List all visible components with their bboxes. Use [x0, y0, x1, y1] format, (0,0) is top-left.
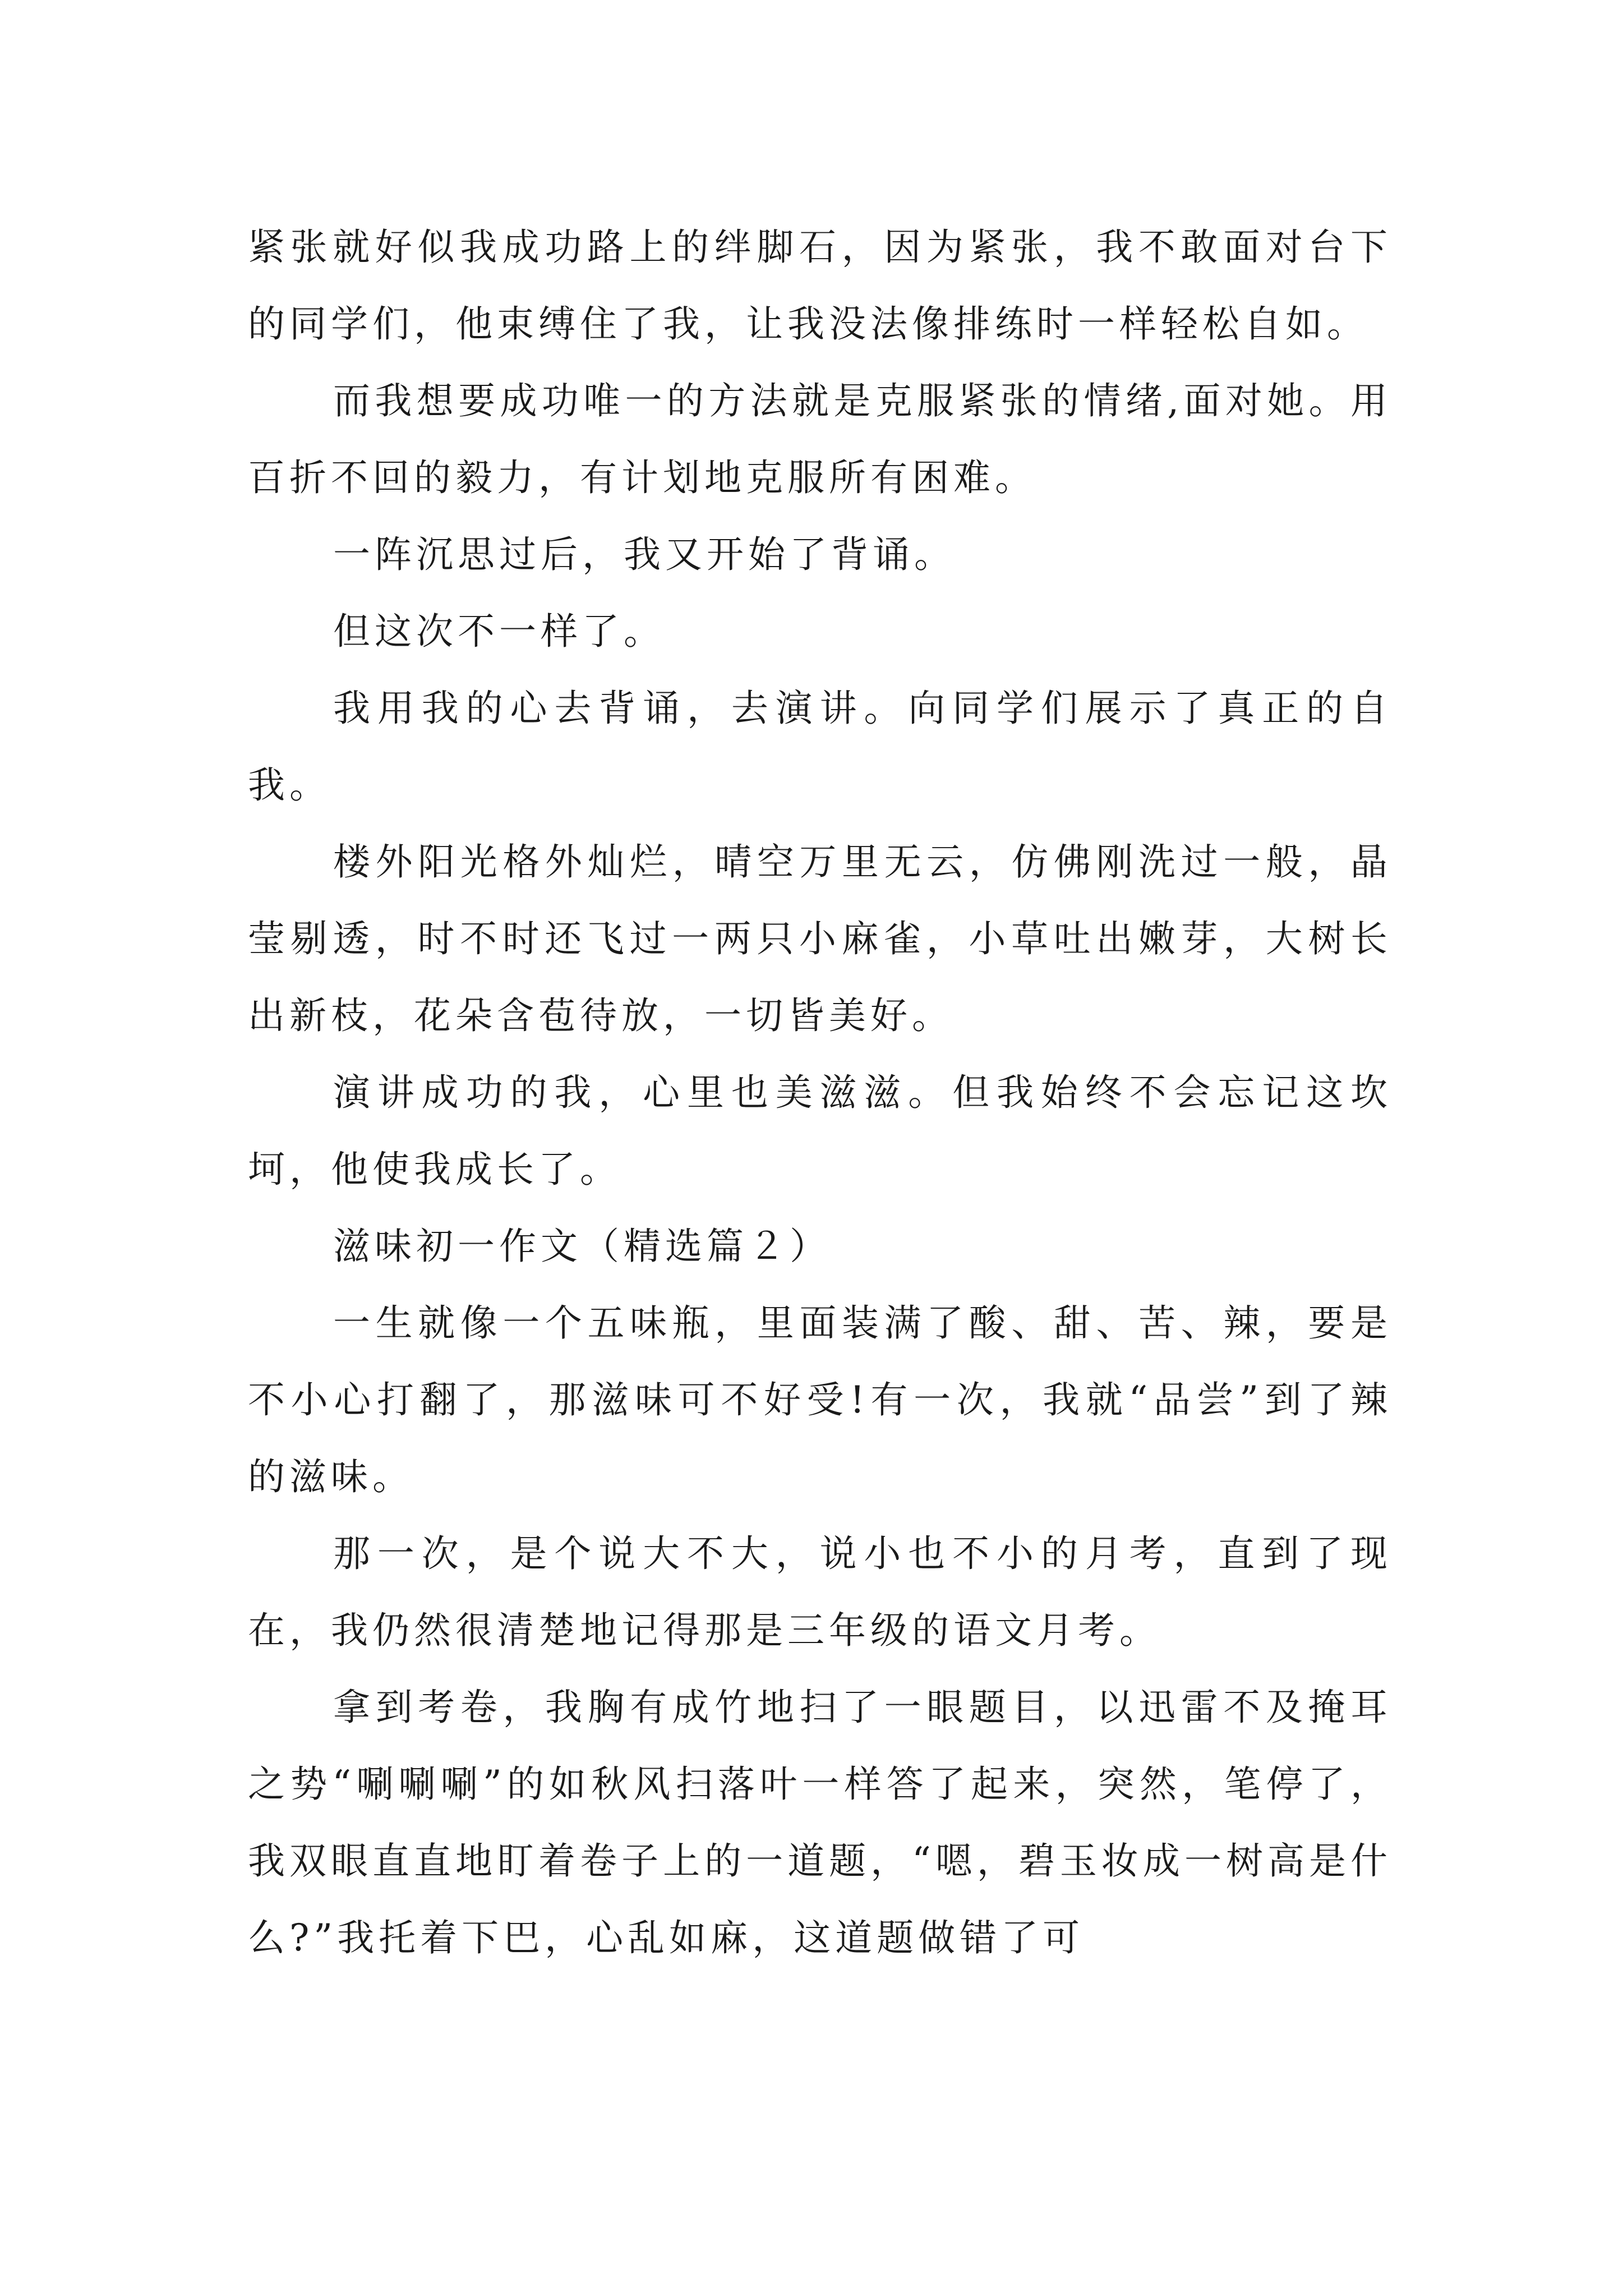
paragraph: 但这次不一样了。 [333, 610, 665, 653]
paragraph: 楼外阳光格外灿烂，晴空万里无云，仿佛刚洗过一般，晶莹剔透，时不时还飞过一两只小麻雀，小草吐出嫩芽，大树长出新枝，花朵含苞待放，一切皆美好。 [248, 840, 1392, 1037]
paragraph: 那一次，是个说大不大，说小也不小的月考，直到了现在，我仍然很清楚地记得那是三年级的语文月考。 [248, 1532, 1392, 1652]
paragraph: 拿到考卷，我胸有成竹地扫了一眼题目，以迅雷不及掩耳之势“唰唰唰”的如秋风扫落叶一样答了起来，突然，笔停了，我双眼直直地盯着卷子上的一道题，“嗯，碧玉妆成一树高是什么?”我托着下巴，心乱如麻，这道题做错了可 [248, 1686, 1392, 1959]
paragraph: 紧张就好似我成功路上的绊脚石，因为紧张，我不敢面对台下的同学们，他束缚住了我，让我没法像排练时一样轻松自如。 [248, 226, 1392, 346]
paragraph: 而我想要成功唯一的方法就是克服紧张的情绪,面对她。用百折不回的毅力，有计划地克服所有困难。 [248, 379, 1392, 499]
section-heading: 滋味初一作文（精选篇２） [333, 1225, 831, 1268]
paragraph: 演讲成功的我，心里也美滋滋。但我始终不会忘记这坎坷，他使我成长了。 [248, 1071, 1392, 1191]
paragraph: 一生就像一个五味瓶，里面装满了酸、甜、苦、辣，要是不小心打翻了，那滋味可不好受!有一次，我就“品尝”到了辣的滋味。 [248, 1301, 1392, 1498]
document-body [248, 209, 1392, 1976]
paragraph: 一阵沉思过后，我又开始了背诵。 [333, 533, 956, 576]
paragraph: 我用我的心去背诵，去演讲。向同学们展示了真正的自我。 [248, 687, 1392, 807]
